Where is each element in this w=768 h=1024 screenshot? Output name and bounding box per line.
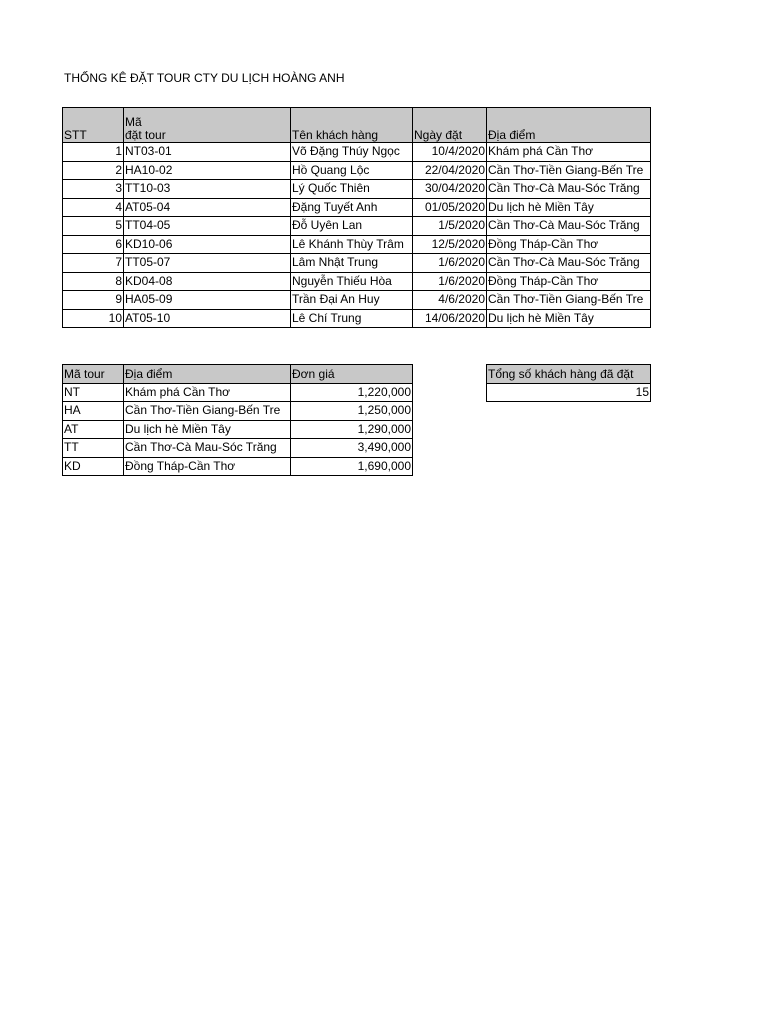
sheet-title: THỐNG KÊ ĐẶT TOUR CTY DU LỊCH HOÀNG ANH — [64, 71, 345, 85]
cell-ma-tour[interactable]: HA — [63, 402, 124, 421]
total-value[interactable]: 15 — [487, 383, 651, 402]
total-header-row — [487, 365, 651, 384]
cell-ten[interactable]: Lâm Nhật Trung — [291, 254, 413, 273]
table-row — [63, 217, 651, 236]
total-value-row — [487, 383, 651, 402]
price-table — [62, 364, 413, 476]
cell-ten[interactable]: Đỗ Uyên Lan — [291, 217, 413, 236]
total-label[interactable]: Tổng số khách hàng đã đặt — [487, 365, 651, 384]
header-dia-diem[interactable]: Địa điểm — [487, 108, 651, 143]
table-row — [63, 402, 413, 421]
cell-don-gia[interactable]: 1,690,000 — [291, 457, 413, 476]
cell-ten[interactable]: Lý Quốc Thiên — [291, 180, 413, 199]
header-ma-line2: đặt tour — [125, 128, 166, 142]
cell-ten[interactable]: Võ Đặng Thúy Ngọc — [291, 143, 413, 162]
cell-ma[interactable]: HA10-02 — [124, 161, 291, 180]
cell-ma-tour[interactable]: KD — [63, 457, 124, 476]
total-customers-table — [486, 364, 651, 402]
cell-dia-diem[interactable]: Đồng Tháp-Cần Thơ — [487, 272, 651, 291]
cell-stt[interactable]: 8 — [63, 272, 124, 291]
table-row — [63, 439, 413, 458]
cell-ten[interactable]: Trần Đại An Huy — [291, 291, 413, 310]
cell-dia-diem[interactable]: Du lịch hè Miền Tây — [487, 309, 651, 328]
cell-stt[interactable]: 5 — [63, 217, 124, 236]
header-stt[interactable]: STT — [63, 108, 124, 143]
table-row — [63, 235, 651, 254]
cell-ngay[interactable]: 30/04/2020 — [413, 180, 487, 199]
table-row — [63, 161, 651, 180]
cell-ma[interactable]: TT10-03 — [124, 180, 291, 199]
cell-ma-tour[interactable]: NT — [63, 383, 124, 402]
cell-ten[interactable]: Đặng Tuyết Anh — [291, 198, 413, 217]
table-row — [63, 457, 413, 476]
cell-dia-diem[interactable]: Du lịch hè Miền Tây — [124, 420, 291, 439]
table-row — [63, 198, 651, 217]
cell-dia-diem[interactable]: Đồng Tháp-Cần Thơ — [487, 235, 651, 254]
table-row — [63, 291, 651, 310]
cell-ngay[interactable]: 1/6/2020 — [413, 254, 487, 273]
cell-ten[interactable]: Lê Khánh Thùy Trâm — [291, 235, 413, 254]
table-row — [63, 143, 651, 162]
cell-stt[interactable]: 7 — [63, 254, 124, 273]
cell-ngay[interactable]: 22/04/2020 — [413, 161, 487, 180]
cell-don-gia[interactable]: 1,250,000 — [291, 402, 413, 421]
table-row — [63, 180, 651, 199]
cell-dia-diem[interactable]: Cần Thơ-Cà Mau-Sóc Trăng — [487, 254, 651, 273]
cell-ngay[interactable]: 14/06/2020 — [413, 309, 487, 328]
cell-ma-tour[interactable]: TT — [63, 439, 124, 458]
cell-dia-diem[interactable]: Du lịch hè Miền Tây — [487, 198, 651, 217]
cell-ma[interactable]: TT04-05 — [124, 217, 291, 236]
bookings-header-row — [63, 108, 651, 143]
cell-ngay[interactable]: 01/05/2020 — [413, 198, 487, 217]
cell-ma[interactable]: NT03-01 — [124, 143, 291, 162]
cell-don-gia[interactable]: 3,490,000 — [291, 439, 413, 458]
price-header-row — [63, 365, 413, 384]
cell-ngay[interactable]: 10/4/2020 — [413, 143, 487, 162]
cell-stt[interactable]: 2 — [63, 161, 124, 180]
cell-dia-diem[interactable]: Cần Thơ-Cà Mau-Sóc Trăng — [124, 439, 291, 458]
cell-ma[interactable]: KD10-06 — [124, 235, 291, 254]
header-ngay-dat[interactable]: Ngày đặt — [413, 108, 487, 143]
cell-dia-diem[interactable]: Khám phá Cần Thơ — [124, 383, 291, 402]
cell-ma[interactable]: HA05-09 — [124, 291, 291, 310]
cell-stt[interactable]: 9 — [63, 291, 124, 310]
cell-ma[interactable]: KD04-08 — [124, 272, 291, 291]
header-don-gia[interactable]: Đơn giá — [291, 365, 413, 384]
cell-ngay[interactable]: 1/5/2020 — [413, 217, 487, 236]
cell-ma[interactable]: TT05-07 — [124, 254, 291, 273]
table-row — [63, 420, 413, 439]
cell-ten[interactable]: Nguyễn Thiếu Hòa — [291, 272, 413, 291]
table-row — [63, 309, 651, 328]
cell-don-gia[interactable]: 1,220,000 — [291, 383, 413, 402]
table-row — [63, 254, 651, 273]
cell-dia-diem[interactable]: Cần Thơ-Tiền Giang-Bến Tre — [487, 161, 651, 180]
header-ten-khach-hang[interactable]: Tên khách hàng — [291, 108, 413, 143]
header-ma-tour[interactable]: Mã tour — [63, 365, 124, 384]
cell-ngay[interactable]: 12/5/2020 — [413, 235, 487, 254]
header-ma-dat-tour[interactable] — [124, 108, 291, 143]
header-ma-line1: Mã — [125, 115, 142, 129]
cell-stt[interactable]: 10 — [63, 309, 124, 328]
cell-ngay[interactable]: 1/6/2020 — [413, 272, 487, 291]
cell-dia-diem[interactable]: Cần Thơ-Tiền Giang-Bến Tre — [124, 402, 291, 421]
cell-ten[interactable]: Hồ Quang Lộc — [291, 161, 413, 180]
cell-ma[interactable]: AT05-10 — [124, 309, 291, 328]
cell-dia-diem[interactable]: Khám phá Cần Thơ — [487, 143, 651, 162]
cell-dia-diem[interactable]: Đồng Tháp-Cần Thơ — [124, 457, 291, 476]
cell-dia-diem[interactable]: Cần Thơ-Tiền Giang-Bến Tre — [487, 291, 651, 310]
bookings-table — [62, 107, 651, 328]
table-row — [63, 272, 651, 291]
header-dia-diem[interactable]: Địa điểm — [124, 365, 291, 384]
cell-dia-diem[interactable]: Cần Thơ-Cà Mau-Sóc Trăng — [487, 217, 651, 236]
table-row — [63, 383, 413, 402]
cell-ma[interactable]: AT05-04 — [124, 198, 291, 217]
cell-dia-diem[interactable]: Cần Thơ-Cà Mau-Sóc Trăng — [487, 180, 651, 199]
cell-ten[interactable]: Lê Chí Trung — [291, 309, 413, 328]
cell-stt[interactable]: 3 — [63, 180, 124, 199]
cell-stt[interactable]: 6 — [63, 235, 124, 254]
cell-don-gia[interactable]: 1,290,000 — [291, 420, 413, 439]
cell-ngay[interactable]: 4/6/2020 — [413, 291, 487, 310]
cell-ma-tour[interactable]: AT — [63, 420, 124, 439]
cell-stt[interactable]: 4 — [63, 198, 124, 217]
cell-stt[interactable]: 1 — [63, 143, 124, 162]
